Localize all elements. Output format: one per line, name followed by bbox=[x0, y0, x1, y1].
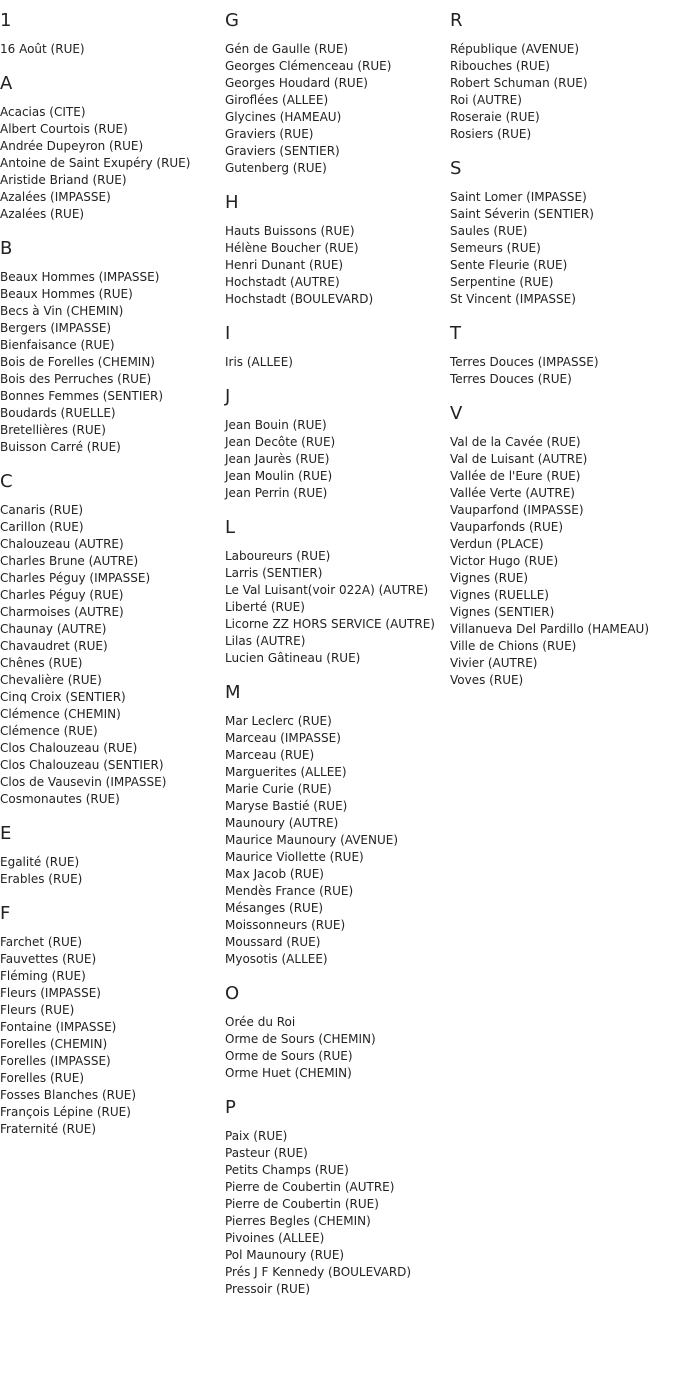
section-letter-heading: I bbox=[225, 323, 231, 344]
street-list bbox=[450, 354, 675, 388]
street-link[interactable]: Laboureurs (RUE) bbox=[225, 549, 331, 563]
street-link[interactable]: Albert Courtois (RUE) bbox=[0, 122, 128, 136]
street-link[interactable]: Verdun (PLACE) bbox=[450, 537, 544, 551]
street-link[interactable]: Jean Decôte (RUE) bbox=[225, 435, 336, 449]
street-link[interactable]: Azalées (IMPASSE) bbox=[0, 190, 111, 204]
street-link[interactable]: Clos de Vausevin (IMPASSE) bbox=[0, 775, 167, 789]
street-link[interactable]: St Vincent (IMPASSE) bbox=[450, 292, 576, 306]
street-link[interactable]: Maurice Viollette (RUE) bbox=[225, 850, 364, 864]
section-letter-heading: J bbox=[225, 386, 231, 407]
street-list bbox=[225, 417, 450, 502]
street-link[interactable]: Voves (RUE) bbox=[450, 673, 524, 687]
street-link[interactable]: Charmoises (AUTRE) bbox=[0, 605, 124, 619]
street-list bbox=[0, 269, 225, 456]
street-link[interactable]: Becs à Vin (CHEMIN) bbox=[0, 304, 124, 318]
street-link[interactable]: Pierre de Coubertin (AUTRE) bbox=[225, 1180, 395, 1194]
street-index-column-3 bbox=[450, 10, 675, 704]
street-link[interactable]: Egalité (RUE) bbox=[0, 855, 80, 869]
section-letter-heading: L bbox=[225, 517, 236, 538]
street-link[interactable]: Max Jacob (RUE) bbox=[225, 867, 324, 881]
street-link[interactable]: Cinq Croix (SENTIER) bbox=[0, 690, 126, 704]
street-link[interactable]: Clos Chalouzeau (RUE) bbox=[0, 741, 138, 755]
section-letter-heading: O bbox=[225, 983, 240, 1004]
street-link[interactable]: Chalouzeau (AUTRE) bbox=[0, 537, 124, 551]
street-link[interactable]: Val de la Cavée (RUE) bbox=[450, 435, 581, 449]
street-link[interactable]: Robert Schuman (RUE) bbox=[450, 76, 588, 90]
letter-section bbox=[225, 192, 450, 308]
street-list bbox=[450, 41, 675, 143]
street-link[interactable]: Vallée Verte (AUTRE) bbox=[450, 486, 575, 500]
street-link[interactable]: Orme de Sours (CHEMIN) bbox=[225, 1032, 376, 1046]
street-link[interactable]: Forelles (IMPASSE) bbox=[0, 1054, 111, 1068]
street-link[interactable]: Charles Brune (AUTRE) bbox=[0, 554, 139, 568]
street-link[interactable]: Vallée de l'Eure (RUE) bbox=[450, 469, 581, 483]
street-list bbox=[450, 434, 675, 689]
street-link[interactable]: Forelles (CHEMIN) bbox=[0, 1037, 108, 1051]
letter-section bbox=[225, 10, 450, 177]
section-letter-heading: T bbox=[450, 323, 461, 344]
street-link[interactable]: Fauvettes (RUE) bbox=[0, 952, 97, 966]
street-link[interactable]: Marguerites (ALLEE) bbox=[225, 765, 347, 779]
section-letter-heading: G bbox=[225, 10, 239, 31]
street-link[interactable]: Terres Douces (RUE) bbox=[450, 372, 572, 386]
street-link[interactable]: Jean Jaurès (RUE) bbox=[225, 452, 330, 466]
street-link[interactable]: Pivoines (ALLEE) bbox=[225, 1231, 325, 1245]
street-link[interactable]: Fosses Blanches (RUE) bbox=[0, 1088, 137, 1102]
letter-section bbox=[450, 403, 675, 689]
street-link[interactable]: Le Val Luisant(voir 022A) (AUTRE) bbox=[225, 583, 429, 597]
letter-section bbox=[450, 323, 675, 388]
street-link[interactable]: Farchet (RUE) bbox=[0, 935, 82, 949]
street-link[interactable]: Boudards (RUELLE) bbox=[0, 406, 116, 420]
street-link[interactable]: Bergers (IMPASSE) bbox=[0, 321, 112, 335]
street-link[interactable]: Acacias (CITE) bbox=[0, 105, 86, 119]
section-letter-heading: E bbox=[0, 823, 12, 844]
street-link[interactable]: Vignes (RUE) bbox=[450, 571, 529, 585]
street-list bbox=[225, 548, 450, 667]
street-link[interactable]: Azalées (RUE) bbox=[0, 207, 85, 221]
street-link[interactable]: Vignes (SENTIER) bbox=[450, 605, 555, 619]
street-link[interactable]: Rosiers (RUE) bbox=[450, 127, 532, 141]
letter-section bbox=[450, 158, 675, 308]
street-list bbox=[0, 41, 225, 58]
street-link[interactable]: Jean Bouin (RUE) bbox=[225, 418, 327, 432]
letter-section bbox=[225, 682, 450, 968]
street-link[interactable]: Buisson Carré (RUE) bbox=[0, 440, 121, 454]
street-link[interactable]: Orme Huet (CHEMIN) bbox=[225, 1066, 352, 1080]
street-link[interactable]: Fleurs (RUE) bbox=[0, 1003, 75, 1017]
street-link[interactable]: Chaunay (AUTRE) bbox=[0, 622, 107, 636]
letter-section bbox=[0, 238, 225, 456]
street-link[interactable]: Villanueva Del Pardillo (HAMEAU) bbox=[450, 622, 650, 636]
street-link[interactable]: Gén de Gaulle (RUE) bbox=[225, 42, 349, 56]
section-letter-heading: P bbox=[225, 1097, 236, 1118]
street-link[interactable]: Prés J F Kennedy (BOULEVARD) bbox=[225, 1265, 412, 1279]
street-link[interactable]: Maurice Maunoury (AVENUE) bbox=[225, 833, 399, 847]
street-link[interactable]: Bienfaisance (RUE) bbox=[0, 338, 115, 352]
street-link[interactable]: Mésanges (RUE) bbox=[225, 901, 324, 915]
street-link[interactable]: Mendès France (RUE) bbox=[225, 884, 354, 898]
street-link[interactable]: Hochstadt (BOULEVARD) bbox=[225, 292, 374, 306]
street-link[interactable]: Graviers (RUE) bbox=[225, 127, 314, 141]
section-letter-heading: C bbox=[0, 471, 13, 492]
street-link[interactable]: Orme de Sours (RUE) bbox=[225, 1049, 353, 1063]
street-link[interactable]: Roi (AUTRE) bbox=[450, 93, 522, 107]
street-link[interactable]: Hauts Buissons (RUE) bbox=[225, 224, 355, 238]
street-link[interactable]: Georges Clémenceau (RUE) bbox=[225, 59, 392, 73]
street-link[interactable]: Maryse Bastié (RUE) bbox=[225, 799, 348, 813]
street-link[interactable]: Sente Fleurie (RUE) bbox=[450, 258, 568, 272]
section-letter-heading: F bbox=[0, 903, 11, 924]
street-link[interactable]: Fraternité (RUE) bbox=[0, 1122, 97, 1136]
street-link[interactable]: Liberté (RUE) bbox=[225, 600, 305, 614]
street-link[interactable]: Bois des Perruches (RUE) bbox=[0, 372, 152, 386]
letter-section bbox=[225, 386, 450, 502]
street-link[interactable]: Beaux Hommes (RUE) bbox=[0, 287, 133, 301]
street-link[interactable]: Semeurs (RUE) bbox=[450, 241, 541, 255]
street-link[interactable]: Pressoir (RUE) bbox=[225, 1282, 311, 1296]
street-list bbox=[0, 934, 225, 1138]
section-letter-heading: H bbox=[225, 192, 239, 213]
street-link[interactable]: Jean Moulin (RUE) bbox=[225, 469, 333, 483]
street-link[interactable]: Roseraie (RUE) bbox=[450, 110, 540, 124]
street-link[interactable]: Iris (ALLEE) bbox=[225, 355, 293, 369]
street-link[interactable]: Jean Perrin (RUE) bbox=[225, 486, 328, 500]
street-link[interactable]: Glycines (HAMEAU) bbox=[225, 110, 342, 124]
street-link[interactable]: Hélène Boucher (RUE) bbox=[225, 241, 359, 255]
street-link[interactable]: 16 Août (RUE) bbox=[0, 42, 85, 56]
section-letter-heading: R bbox=[450, 10, 463, 31]
street-list bbox=[450, 189, 675, 308]
street-link[interactable]: Myosotis (ALLEE) bbox=[225, 952, 328, 966]
street-link[interactable]: Pasteur (RUE) bbox=[225, 1146, 308, 1160]
letter-section bbox=[225, 323, 450, 371]
street-link[interactable]: République (AVENUE) bbox=[450, 42, 580, 56]
street-link[interactable]: Vauparfond (IMPASSE) bbox=[450, 503, 584, 517]
street-list bbox=[0, 104, 225, 223]
section-letter-heading: A bbox=[0, 73, 13, 94]
street-link[interactable]: Canaris (RUE) bbox=[0, 503, 84, 517]
street-link[interactable]: Vauparfonds (RUE) bbox=[450, 520, 564, 534]
street-link[interactable]: Orée du Roi bbox=[225, 1015, 296, 1029]
letter-section bbox=[225, 983, 450, 1082]
letter-section bbox=[0, 823, 225, 888]
street-index-column-1 bbox=[0, 10, 225, 1153]
street-link[interactable]: Ville de Chions (RUE) bbox=[450, 639, 577, 653]
street-list bbox=[225, 1014, 450, 1082]
street-link[interactable]: Larris (SENTIER) bbox=[225, 566, 323, 580]
street-link[interactable]: Bonnes Femmes (SENTIER) bbox=[0, 389, 164, 403]
letter-section bbox=[0, 903, 225, 1138]
street-link[interactable]: Paix (RUE) bbox=[225, 1129, 288, 1143]
street-link[interactable]: Pierres Begles (CHEMIN) bbox=[225, 1214, 371, 1228]
letter-section bbox=[450, 10, 675, 143]
letter-section bbox=[225, 1097, 450, 1298]
street-link[interactable]: Giroflées (ALLEE) bbox=[225, 93, 329, 107]
street-link[interactable]: Terres Douces (IMPASSE) bbox=[450, 355, 599, 369]
street-index-column-2 bbox=[225, 10, 450, 1313]
street-link[interactable]: Saint Lomer (IMPASSE) bbox=[450, 190, 587, 204]
street-link[interactable]: Gutenberg (RUE) bbox=[225, 161, 327, 175]
street-list bbox=[225, 41, 450, 177]
street-link[interactable]: Marceau (IMPASSE) bbox=[225, 731, 341, 745]
street-link[interactable]: Fontaine (IMPASSE) bbox=[0, 1020, 117, 1034]
street-link[interactable]: Erables (RUE) bbox=[0, 872, 83, 886]
street-link[interactable]: Henri Dunant (RUE) bbox=[225, 258, 344, 272]
section-letter-heading: 1 bbox=[0, 10, 12, 31]
section-letter-heading: V bbox=[450, 403, 463, 424]
street-link[interactable]: Mar Leclerc (RUE) bbox=[225, 714, 332, 728]
street-link[interactable]: Chênes (RUE) bbox=[0, 656, 83, 670]
street-link[interactable]: Aristide Briand (RUE) bbox=[0, 173, 127, 187]
street-link[interactable]: Georges Houdard (RUE) bbox=[225, 76, 368, 90]
street-link[interactable]: Clos Chalouzeau (SENTIER) bbox=[0, 758, 164, 772]
street-link[interactable]: Serpentine (RUE) bbox=[450, 275, 554, 289]
street-link[interactable]: Pol Maunoury (RUE) bbox=[225, 1248, 345, 1262]
street-link[interactable]: Fléming (RUE) bbox=[0, 969, 86, 983]
street-list bbox=[225, 354, 450, 371]
street-link[interactable]: Saint Séverin (SENTIER) bbox=[450, 207, 594, 221]
street-list bbox=[0, 854, 225, 888]
letter-section bbox=[0, 471, 225, 808]
street-link[interactable]: Maunoury (AUTRE) bbox=[225, 816, 339, 830]
street-link[interactable]: Fleurs (IMPASSE) bbox=[0, 986, 101, 1000]
letter-section bbox=[0, 10, 225, 58]
street-link[interactable]: Clémence (CHEMIN) bbox=[0, 707, 121, 721]
section-letter-heading: B bbox=[0, 238, 13, 259]
street-list bbox=[225, 223, 450, 308]
street-link[interactable]: Pierre de Coubertin (RUE) bbox=[225, 1197, 379, 1211]
street-link[interactable]: Lilas (AUTRE) bbox=[225, 634, 306, 648]
street-link[interactable]: Moissonneurs (RUE) bbox=[225, 918, 346, 932]
section-letter-heading: M bbox=[225, 682, 241, 703]
street-link[interactable]: Antoine de Saint Exupéry (RUE) bbox=[0, 156, 191, 170]
street-link[interactable]: Cosmonautes (RUE) bbox=[0, 792, 120, 806]
street-link[interactable]: Andrée Dupeyron (RUE) bbox=[0, 139, 144, 153]
street-link[interactable]: Bois de Forelles (CHEMIN) bbox=[0, 355, 155, 369]
street-link[interactable]: Val de Luisant (AUTRE) bbox=[450, 452, 588, 466]
street-list bbox=[225, 1128, 450, 1298]
street-link[interactable]: Charles Péguy (IMPASSE) bbox=[0, 571, 151, 585]
street-link[interactable]: Vignes (RUELLE) bbox=[450, 588, 549, 602]
street-link[interactable]: Beaux Hommes (IMPASSE) bbox=[0, 270, 160, 284]
street-link[interactable]: Ribouches (RUE) bbox=[450, 59, 550, 73]
street-link[interactable]: Saules (RUE) bbox=[450, 224, 528, 238]
street-link[interactable]: Graviers (SENTIER) bbox=[225, 144, 340, 158]
street-link[interactable]: Carillon (RUE) bbox=[0, 520, 84, 534]
street-link[interactable]: Bretellières (RUE) bbox=[0, 423, 106, 437]
street-link[interactable]: François Lépine (RUE) bbox=[0, 1105, 131, 1119]
section-letter-heading: S bbox=[450, 158, 462, 179]
street-link[interactable]: Forelles (RUE) bbox=[0, 1071, 85, 1085]
street-link[interactable]: Clémence (RUE) bbox=[0, 724, 98, 738]
street-link[interactable]: Marceau (RUE) bbox=[225, 748, 315, 762]
street-link[interactable]: Chevalière (RUE) bbox=[0, 673, 102, 687]
street-link[interactable]: Marie Curie (RUE) bbox=[225, 782, 332, 796]
letter-section bbox=[0, 73, 225, 223]
street-link[interactable]: Vivier (AUTRE) bbox=[450, 656, 538, 670]
street-link[interactable]: Licorne ZZ HORS SERVICE (AUTRE) bbox=[225, 617, 435, 631]
street-list bbox=[0, 502, 225, 808]
letter-section bbox=[225, 517, 450, 667]
street-link[interactable]: Petits Champs (RUE) bbox=[225, 1163, 349, 1177]
street-link[interactable]: Charles Péguy (RUE) bbox=[0, 588, 124, 602]
street-list bbox=[225, 713, 450, 968]
street-link[interactable]: Hochstadt (AUTRE) bbox=[225, 275, 340, 289]
street-link[interactable]: Chavaudret (RUE) bbox=[0, 639, 108, 653]
street-link[interactable]: Victor Hugo (RUE) bbox=[450, 554, 559, 568]
street-link[interactable]: Moussard (RUE) bbox=[225, 935, 321, 949]
street-link[interactable]: Lucien Gâtineau (RUE) bbox=[225, 651, 361, 665]
